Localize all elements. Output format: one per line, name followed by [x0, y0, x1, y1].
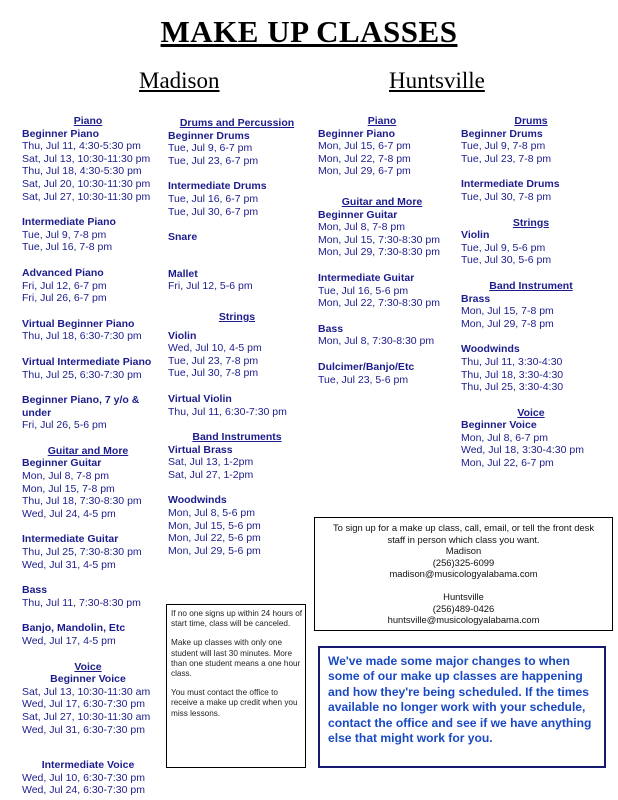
- class-date: Mon, Jul 8, 7-8 pm: [318, 221, 405, 234]
- class-date: Mon, Jul 8, 7-8 pm: [22, 470, 109, 483]
- class-title: Woodwinds: [461, 343, 520, 356]
- class-block: [168, 444, 306, 482]
- section-header-strings: Strings: [512, 216, 550, 229]
- class-date: Tue, Jul 9, 5-6 pm: [461, 241, 546, 254]
- huntsville-column-2: [461, 115, 601, 470]
- class-title: Beginner Drums: [461, 127, 543, 140]
- class-title: Beginner Voice: [461, 419, 537, 432]
- madison-column-1: [22, 115, 154, 797]
- class-title: Intermediate Guitar: [318, 271, 415, 284]
- class-date: Tue, Jul 23, 6-7 pm: [168, 154, 259, 167]
- class-date: Thu, Jul 18, 3:30-4:30: [461, 368, 564, 381]
- class-title: Intermediate Drums: [461, 178, 560, 191]
- class-block: [168, 393, 306, 418]
- class-date: Tue, Jul 16, 6-7 pm: [168, 192, 259, 205]
- page-title: MAKE UP CLASSES: [160, 14, 458, 49]
- class-date: Thu, Jul 25, 7:30-8:30 pm: [22, 546, 142, 559]
- class-block: [22, 673, 154, 736]
- class-block: [168, 231, 306, 244]
- class-title: Beginner Piano: [318, 127, 396, 140]
- class-date: Sat, Jul 27, 10:30-11:30 pm: [22, 190, 151, 203]
- class-date: Mon, Jul 15, 7:30-8:30 pm: [318, 233, 440, 246]
- note-credit-policy: You must contact the office to receive a make up credit when you miss lessons.: [171, 688, 298, 718]
- class-title: Banjo, Mandolin, Etc: [22, 622, 126, 635]
- class-date: Tue, Jul 30, 6-7 pm: [168, 205, 259, 218]
- class-title: Mallet: [168, 267, 198, 280]
- class-date: Mon, Jul 29, 6-7 pm: [318, 165, 411, 178]
- class-block: [22, 622, 154, 647]
- class-block: [22, 318, 154, 343]
- class-date: Thu, Jul 11, 4:30-5:30 pm: [22, 140, 141, 153]
- class-block: [461, 178, 601, 203]
- class-date: Thu, Jul 25, 3:30-4:30: [461, 381, 564, 394]
- class-title: Bass: [318, 322, 344, 335]
- madison-phone[interactable]: (256)325-6099: [432, 556, 495, 568]
- class-block: [318, 323, 446, 348]
- class-block: [22, 457, 154, 520]
- class-date: Thu, Jul 18, 7:30-8:30 pm: [22, 495, 142, 508]
- class-title: Woodwinds: [168, 494, 227, 507]
- class-date: Wed, Jul 31, 6:30-7:30 pm: [22, 723, 145, 736]
- class-title: Brass: [461, 292, 491, 305]
- section-header-guitar: Guitar and More: [47, 444, 129, 457]
- class-date: Mon, Jul 15, 7-8 pm: [461, 305, 554, 318]
- section-header-voice: Voice: [517, 406, 545, 419]
- class-title: Beginner Guitar: [22, 457, 102, 470]
- class-date: Wed, Jul 24, 4-5 pm: [22, 507, 116, 520]
- huntsville-name: Huntsville: [443, 590, 484, 602]
- spacer: [315, 580, 612, 591]
- class-date: Thu, Jul 18, 4:30-5:30 pm: [22, 165, 142, 178]
- class-date: Sat, Jul 27, 1-2pm: [168, 468, 254, 481]
- class-title: Violin: [461, 229, 490, 242]
- class-block: [461, 343, 601, 393]
- class-date: Thu, Jul 11, 7:30-8:30 pm: [22, 596, 141, 609]
- class-block: [461, 128, 601, 166]
- class-date: Sat, Jul 13, 10:30-11:30 pm: [22, 152, 151, 165]
- class-date: Mon, Jul 15, 6-7 pm: [318, 140, 411, 153]
- class-block: [22, 394, 154, 432]
- section-header-drums: Drums and Percussion: [179, 117, 295, 129]
- class-date: Fri, Jul 12, 5-6 pm: [168, 280, 253, 293]
- section-header-guitar: Guitar and More: [341, 195, 423, 208]
- class-date: Thu, Jul 25, 6:30-7:30 pm: [22, 368, 142, 381]
- class-date: Wed, Jul 31, 4-5 pm: [22, 558, 116, 571]
- class-date: Sat, Jul 13, 1-2pm: [168, 456, 254, 469]
- class-date: Wed, Jul 18, 3:30-4:30 pm: [461, 444, 584, 457]
- note-duration-policy: Make up classes with only one student will last 30 minutes. More than one student means a one hour class.: [171, 638, 301, 679]
- class-block: [168, 330, 306, 380]
- section-header-band: Band Instruments: [192, 431, 282, 444]
- class-title: Violin: [168, 329, 197, 342]
- class-title: Intermediate Piano: [22, 216, 116, 229]
- madison-email[interactable]: madison@musicologyalabama.com: [389, 568, 538, 580]
- class-block: [168, 130, 306, 168]
- class-date: Mon, Jul 8, 5-6 pm: [168, 507, 255, 520]
- class-date: Tue, Jul 9, 7-8 pm: [461, 140, 546, 153]
- class-block: [22, 356, 154, 381]
- class-title: Virtual Intermediate Piano: [22, 355, 152, 368]
- class-date: Mon, Jul 15, 7-8 pm: [22, 482, 115, 495]
- class-title: Dulcimer/Banjo/Etc: [318, 360, 415, 373]
- section-header-piano: Piano: [73, 115, 103, 127]
- class-date: Thu, Jul 11, 6:30-7:30 pm: [168, 405, 287, 418]
- class-date: Tue, Jul 23, 5-6 pm: [318, 373, 409, 386]
- class-block: [22, 128, 154, 204]
- class-title: under: [22, 406, 52, 419]
- signup-instructions: To sign up for a make up class, call, email, or tell the front desk staff in person which class you want.: [332, 522, 595, 545]
- section-header-voice: Voice: [74, 660, 102, 673]
- section-header-band: Band Instrument: [489, 279, 573, 292]
- class-title: Beginner Drums: [168, 129, 250, 142]
- class-block: [461, 229, 601, 267]
- madison-column-2: [168, 117, 306, 557]
- class-title: Virtual Violin: [168, 392, 232, 405]
- class-title: Intermediate Drums: [168, 180, 267, 193]
- class-date: Mon, Jul 22, 6-7 pm: [461, 457, 554, 470]
- class-title: Virtual Beginner Piano: [22, 317, 135, 330]
- schedule-changes-notice: [318, 646, 606, 768]
- policy-note-box: [166, 604, 306, 768]
- class-date: Sat, Jul 20, 10:30-11:30 pm: [22, 177, 151, 190]
- class-date: Fri, Jul 26, 5-6 pm: [22, 419, 107, 432]
- class-date: Tue, Jul 30, 5-6 pm: [461, 254, 552, 267]
- class-date: Fri, Jul 12, 6-7 pm: [22, 279, 107, 292]
- class-date: Mon, Jul 29, 7-8 pm: [461, 317, 554, 330]
- class-block: [22, 216, 154, 254]
- class-block: [22, 533, 154, 571]
- class-date: Wed, Jul 24, 6:30-7:30 pm: [22, 784, 145, 797]
- class-block: [168, 180, 306, 218]
- class-block: [461, 293, 601, 331]
- class-block: [22, 267, 154, 305]
- section-header-drums: Drums: [514, 115, 548, 127]
- class-date: Tue, Jul 23, 7-8 pm: [168, 354, 259, 367]
- huntsville-phone[interactable]: (256)489-0426: [432, 602, 495, 614]
- class-date: Tue, Jul 9, 7-8 pm: [22, 228, 107, 241]
- class-title: Beginner Voice: [50, 673, 126, 686]
- class-title: Snare: [168, 231, 198, 244]
- class-date: Tue, Jul 23, 7-8 pm: [461, 152, 552, 165]
- huntsville-heading: Huntsville: [389, 68, 485, 93]
- class-block: [168, 268, 306, 293]
- class-date: Mon, Jul 29, 5-6 pm: [168, 544, 261, 557]
- class-block: [22, 584, 154, 609]
- class-date: Mon, Jul 29, 7:30-8:30 pm: [318, 246, 440, 259]
- note-cancel-policy: If no one signs up within 24 hours of start time, class will be canceled.: [171, 609, 303, 629]
- class-block: [318, 361, 446, 386]
- class-date: Tue, Jul 16, 7-8 pm: [22, 241, 113, 254]
- class-block: [318, 209, 446, 259]
- class-date: Tue, Jul 16, 5-6 pm: [318, 284, 409, 297]
- class-block: [318, 128, 446, 178]
- class-date: Mon, Jul 22, 7:30-8:30 pm: [318, 297, 440, 310]
- class-block: [22, 759, 154, 797]
- class-title: Advanced Piano: [22, 266, 104, 279]
- section-header-piano: Piano: [367, 115, 397, 127]
- class-date: Tue, Jul 9, 6-7 pm: [168, 142, 253, 155]
- class-date: Wed, Jul 10, 6:30-7:30 pm: [22, 771, 145, 784]
- madison-name: Madison: [445, 545, 482, 557]
- schedule-changes-text: We've made some major changes to when some of our make up classes are happening and how they're being scheduled. If the times available no longer work with your schedule, contact the office and see if we have anything else that might work for you.: [328, 654, 592, 746]
- class-date: Wed, Jul 10, 4-5 pm: [168, 342, 262, 355]
- class-date: Fri, Jul 26, 6-7 pm: [22, 292, 107, 305]
- class-block: [168, 494, 306, 557]
- class-date: Wed, Jul 17, 6:30-7:30 pm: [22, 698, 145, 711]
- class-date: Thu, Jul 18, 6:30-7:30 pm: [22, 330, 142, 343]
- class-date: Mon, Jul 22, 5-6 pm: [168, 532, 261, 545]
- class-title: Intermediate Guitar: [22, 533, 119, 546]
- class-date: Thu, Jul 11, 3:30-4:30: [461, 355, 563, 368]
- section-header-strings: Strings: [218, 310, 256, 323]
- huntsville-email[interactable]: huntsville@musicologyalabama.com: [387, 614, 540, 626]
- class-date: Mon, Jul 15, 5-6 pm: [168, 519, 261, 532]
- class-date: Mon, Jul 8, 7:30-8:30 pm: [318, 335, 435, 348]
- class-title: Intermediate Voice: [41, 759, 135, 772]
- class-title: Bass: [22, 584, 48, 597]
- class-title: Virtual Brass: [168, 443, 233, 456]
- class-date: Sat, Jul 13, 10:30-11:30 am: [22, 685, 151, 698]
- class-title: Beginner Guitar: [318, 208, 398, 221]
- class-date: Sat, Jul 27, 10:30-11:30 am: [22, 710, 151, 723]
- class-block: [318, 272, 446, 310]
- class-title: Beginner Piano, 7 y/o &: [22, 394, 140, 407]
- class-date: Mon, Jul 8, 6-7 pm: [461, 431, 548, 444]
- contact-box: [314, 517, 613, 631]
- madison-heading: Madison: [139, 68, 220, 93]
- class-title: Beginner Piano: [22, 127, 100, 140]
- class-date: Mon, Jul 22, 7-8 pm: [318, 152, 411, 165]
- class-date: Tue, Jul 30, 7-8 pm: [168, 367, 259, 380]
- huntsville-column-1: [318, 115, 446, 386]
- class-block: [461, 419, 601, 469]
- class-date: Wed, Jul 17, 4-5 pm: [22, 635, 116, 647]
- class-date: Tue, Jul 30, 7-8 pm: [461, 190, 552, 203]
